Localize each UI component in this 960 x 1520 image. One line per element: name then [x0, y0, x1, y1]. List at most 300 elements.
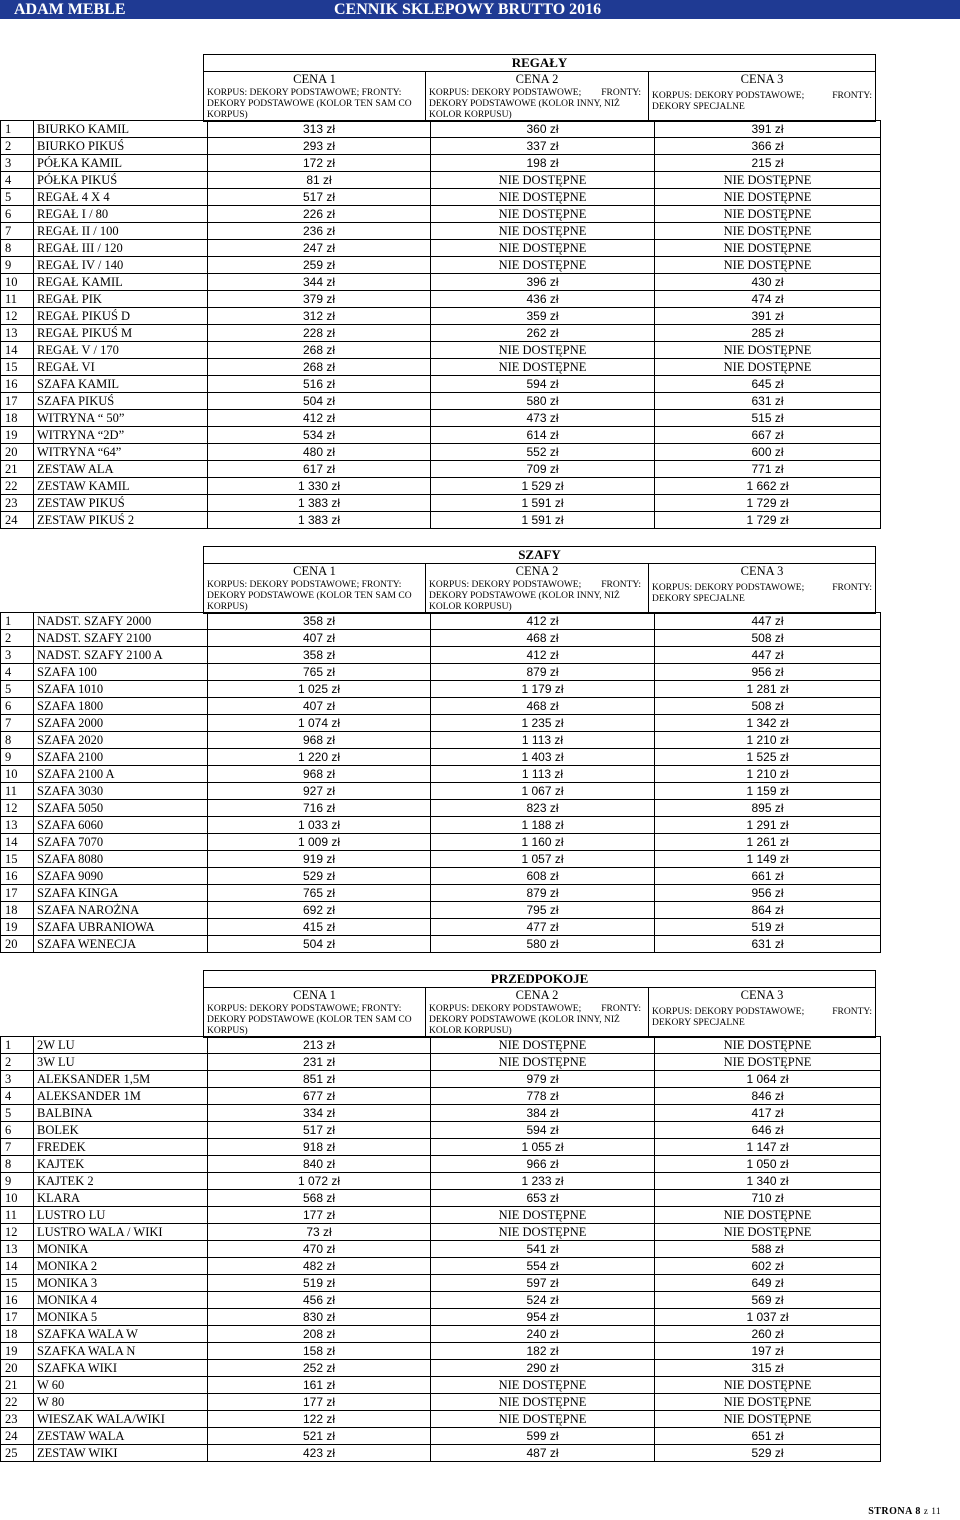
item-number: 11 [1, 291, 34, 308]
price-1: 252 zł [208, 1360, 431, 1377]
price-column-1-label: CENA 1 [204, 72, 426, 88]
price-2: 954 zł [431, 1309, 655, 1326]
price-table [0, 120, 881, 529]
price-1: 482 zł [208, 1258, 431, 1275]
item-number: 17 [1, 885, 34, 902]
price-1: 358 zł [208, 647, 431, 664]
price-2: 477 zł [431, 919, 655, 936]
price-3: 508 zł [655, 698, 881, 715]
item-name: REGAŁ II / 100 [34, 223, 208, 240]
price-1: 358 zł [208, 613, 431, 630]
table-row [1, 766, 881, 783]
item-name: SZAFA 3030 [34, 783, 208, 800]
section-header [203, 54, 876, 122]
item-name: SZAFA UBRANIOWA [34, 919, 208, 936]
item-name: SZAFKA WALA W [34, 1326, 208, 1343]
item-number: 3 [1, 647, 34, 664]
item-number: 17 [1, 393, 34, 410]
price-1: 313 zł [208, 121, 431, 138]
price-1: 158 zł [208, 1343, 431, 1360]
table-row [1, 223, 881, 240]
price-column-3-description: KORPUS: DEKORY PODSTAWOWE; FRONTY: DEKORY SPECJALNE [649, 579, 876, 614]
price-2: 198 zł [431, 155, 655, 172]
price-column-2-description: KORPUS: DEKORY PODSTAWOWE; FRONTY: DEKORY PODSTAWOWE (KOLOR INNY, NIŻ KOLOR KORPUSU) [426, 579, 649, 614]
section-header [203, 546, 876, 614]
price-1: 968 zł [208, 732, 431, 749]
price-1: 379 zł [208, 291, 431, 308]
table-row [1, 1258, 881, 1275]
item-number: 7 [1, 715, 34, 732]
table-row [1, 613, 881, 630]
price-column-2-label: CENA 2 [426, 988, 649, 1004]
item-name: SZAFA KAMIL [34, 376, 208, 393]
table-row [1, 1088, 881, 1105]
table-row [1, 376, 881, 393]
price-2: NIE DOSTĘPNE [431, 359, 655, 376]
table-row [1, 681, 881, 698]
price-column-1-description: KORPUS: DEKORY PODSTAWOWE; FRONTY: DEKORY PODSTAWOWE (KOLOR TEN SAM CO KORPUS) [204, 87, 426, 122]
item-name: MONIKA 5 [34, 1309, 208, 1326]
price-3: 1 662 zł [655, 478, 881, 495]
item-number: 10 [1, 1190, 34, 1207]
price-3: 771 zł [655, 461, 881, 478]
item-name: SZAFA 5050 [34, 800, 208, 817]
item-number: 12 [1, 1224, 34, 1241]
table-row [1, 1360, 881, 1377]
price-3: 1 525 zł [655, 749, 881, 766]
price-3: 1 159 zł [655, 783, 881, 800]
price-2: 778 zł [431, 1088, 655, 1105]
item-number: 16 [1, 1292, 34, 1309]
price-3: 651 zł [655, 1428, 881, 1445]
table-row [1, 1105, 881, 1122]
price-2: NIE DOSTĘPNE [431, 172, 655, 189]
item-name: WITRYNA “2D” [34, 427, 208, 444]
price-3: NIE DOSTĘPNE [655, 1411, 881, 1428]
price-1: 851 zł [208, 1071, 431, 1088]
item-name: REGAŁ V / 170 [34, 342, 208, 359]
item-number: 19 [1, 1343, 34, 1360]
item-name: PÓŁKA KAMIL [34, 155, 208, 172]
price-1: 344 zł [208, 274, 431, 291]
price-3: 260 zł [655, 1326, 881, 1343]
table-row [1, 868, 881, 885]
item-name: REGAŁ PIKUŚ M [34, 325, 208, 342]
price-1: 919 zł [208, 851, 431, 868]
item-name: SZAFKA WALA N [34, 1343, 208, 1360]
table-row [1, 495, 881, 512]
item-number: 19 [1, 427, 34, 444]
price-1: 456 zł [208, 1292, 431, 1309]
price-1: 312 zł [208, 308, 431, 325]
item-name: REGAŁ PIKUŚ D [34, 308, 208, 325]
item-name: MONIKA 4 [34, 1292, 208, 1309]
price-3: 417 zł [655, 1105, 881, 1122]
price-3: 1 037 zł [655, 1309, 881, 1326]
price-3: NIE DOSTĘPNE [655, 206, 881, 223]
item-name: ZESTAW KAMIL [34, 478, 208, 495]
table-row [1, 478, 881, 495]
item-number: 13 [1, 325, 34, 342]
price-1: 213 zł [208, 1037, 431, 1054]
price-2: 182 zł [431, 1343, 655, 1360]
table-row [1, 936, 881, 953]
item-number: 9 [1, 1173, 34, 1190]
price-table [0, 612, 881, 953]
price-2: NIE DOSTĘPNE [431, 206, 655, 223]
price-2: NIE DOSTĘPNE [431, 1394, 655, 1411]
item-name: FREDEK [34, 1139, 208, 1156]
price-2: 795 zł [431, 902, 655, 919]
price-2: 360 zł [431, 121, 655, 138]
price-1: 247 zł [208, 240, 431, 257]
price-3: 569 zł [655, 1292, 881, 1309]
price-3: NIE DOSTĘPNE [655, 172, 881, 189]
price-2: NIE DOSTĘPNE [431, 1224, 655, 1241]
table-row [1, 1241, 881, 1258]
item-name: NADST. SZAFY 2100 [34, 630, 208, 647]
price-3: 215 zł [655, 155, 881, 172]
item-name: MONIKA 3 [34, 1275, 208, 1292]
item-number: 20 [1, 936, 34, 953]
price-3: 956 zł [655, 885, 881, 902]
item-name: WIESZAK WALA/WIKI [34, 1411, 208, 1428]
price-3: 956 zł [655, 664, 881, 681]
price-1: 1 330 zł [208, 478, 431, 495]
price-3: 1 340 zł [655, 1173, 881, 1190]
item-name: BIURKO KAMIL [34, 121, 208, 138]
item-number: 23 [1, 1411, 34, 1428]
price-2: NIE DOSTĘPNE [431, 189, 655, 206]
table-row [1, 1394, 881, 1411]
item-number: 4 [1, 664, 34, 681]
price-1: 617 zł [208, 461, 431, 478]
table-row [1, 1309, 881, 1326]
price-2: 468 zł [431, 698, 655, 715]
price-1: 765 zł [208, 885, 431, 902]
price-3: 895 zł [655, 800, 881, 817]
item-number: 16 [1, 868, 34, 885]
price-3: 645 zł [655, 376, 881, 393]
price-1: 236 zł [208, 223, 431, 240]
item-number: 6 [1, 698, 34, 715]
price-2: NIE DOSTĘPNE [431, 1207, 655, 1224]
item-name: ZESTAW WIKI [34, 1445, 208, 1462]
table-row [1, 1122, 881, 1139]
price-2: 554 zł [431, 1258, 655, 1275]
table-row [1, 715, 881, 732]
price-1: 765 zł [208, 664, 431, 681]
item-name: SZAFA 1010 [34, 681, 208, 698]
price-1: 226 zł [208, 206, 431, 223]
brand-name: ADAM MEBLE [14, 1, 126, 18]
item-number: 21 [1, 1377, 34, 1394]
item-name: REGAŁ 4 X 4 [34, 189, 208, 206]
item-name: SZAFA 2020 [34, 732, 208, 749]
item-number: 5 [1, 681, 34, 698]
price-3: NIE DOSTĘPNE [655, 223, 881, 240]
item-number: 5 [1, 1105, 34, 1122]
table-row [1, 1224, 881, 1241]
price-2: 412 zł [431, 647, 655, 664]
item-name: LUSTRO WALA / WIKI [34, 1224, 208, 1241]
item-name: BIURKO PIKUŚ [34, 138, 208, 155]
price-3: 649 zł [655, 1275, 881, 1292]
price-column-2-description: KORPUS: DEKORY PODSTAWOWE; FRONTY: DEKORY PODSTAWOWE (KOLOR INNY, NIŻ KOLOR KORPUSU) [426, 87, 649, 122]
price-3: 1 147 zł [655, 1139, 881, 1156]
price-column-2-label: CENA 2 [426, 564, 649, 580]
price-1: 407 zł [208, 698, 431, 715]
item-name: LUSTRO LU [34, 1207, 208, 1224]
item-name: REGAŁ PIK [34, 291, 208, 308]
item-number: 2 [1, 630, 34, 647]
item-name: BALBINA [34, 1105, 208, 1122]
price-1: 293 zł [208, 138, 431, 155]
item-number: 15 [1, 851, 34, 868]
item-number: 20 [1, 444, 34, 461]
item-number: 13 [1, 817, 34, 834]
price-2: NIE DOSTĘPNE [431, 1054, 655, 1071]
item-number: 18 [1, 902, 34, 919]
price-3: 1 050 zł [655, 1156, 881, 1173]
item-name: KLARA [34, 1190, 208, 1207]
price-2: 1 113 zł [431, 732, 655, 749]
price-3: 631 zł [655, 936, 881, 953]
price-column-2-label: CENA 2 [426, 72, 649, 88]
price-column-2-description: KORPUS: DEKORY PODSTAWOWE; FRONTY: DEKORY PODSTAWOWE (KOLOR INNY, NIŻ KOLOR KORPUSU) [426, 1003, 649, 1038]
item-number: 13 [1, 1241, 34, 1258]
table-row [1, 325, 881, 342]
item-name: WITRYNA “64” [34, 444, 208, 461]
price-1: 517 zł [208, 1122, 431, 1139]
price-2: 1 067 zł [431, 783, 655, 800]
item-number: 2 [1, 1054, 34, 1071]
price-2: NIE DOSTĘPNE [431, 1037, 655, 1054]
price-2: 1 113 zł [431, 766, 655, 783]
item-number: 2 [1, 138, 34, 155]
item-number: 15 [1, 1275, 34, 1292]
price-3: 1 281 zł [655, 681, 881, 698]
price-2: 337 zł [431, 138, 655, 155]
page-number: STRONA 8 z 11 [868, 1506, 941, 1517]
table-row [1, 342, 881, 359]
price-1: 73 zł [208, 1224, 431, 1241]
table-row [1, 172, 881, 189]
table-row [1, 1292, 881, 1309]
price-2: NIE DOSTĘPNE [431, 1377, 655, 1394]
table-row [1, 189, 881, 206]
price-2: 966 zł [431, 1156, 655, 1173]
price-2: 396 zł [431, 274, 655, 291]
price-3: 508 zł [655, 630, 881, 647]
price-2: 473 zł [431, 410, 655, 427]
table-row [1, 919, 881, 936]
item-name: REGAŁ III / 120 [34, 240, 208, 257]
price-1: 677 zł [208, 1088, 431, 1105]
item-name: NADST. SZAFY 2000 [34, 613, 208, 630]
price-1: 1 033 zł [208, 817, 431, 834]
item-number: 3 [1, 155, 34, 172]
price-2: 823 zł [431, 800, 655, 817]
price-column-1-label: CENA 1 [204, 988, 426, 1004]
price-1: 830 zł [208, 1309, 431, 1326]
price-2: NIE DOSTĘPNE [431, 240, 655, 257]
item-name: REGAŁ I / 80 [34, 206, 208, 223]
price-2: 580 zł [431, 936, 655, 953]
price-column-3-description: KORPUS: DEKORY PODSTAWOWE; FRONTY: DEKORY SPECJALNE [649, 87, 876, 122]
price-1: 1 383 zł [208, 512, 431, 529]
item-name: SZAFA 2000 [34, 715, 208, 732]
price-3: NIE DOSTĘPNE [655, 189, 881, 206]
item-name: SZAFA KINGA [34, 885, 208, 902]
price-3: 600 zł [655, 444, 881, 461]
item-number: 11 [1, 783, 34, 800]
table-row [1, 902, 881, 919]
table-row [1, 732, 881, 749]
price-1: 1 072 zł [208, 1173, 431, 1190]
price-1: 927 zł [208, 783, 431, 800]
item-name: SZAFA WENECJA [34, 936, 208, 953]
price-1: 334 zł [208, 1105, 431, 1122]
price-3: 519 zł [655, 919, 881, 936]
item-name: KAJTEK 2 [34, 1173, 208, 1190]
price-table [0, 1036, 881, 1462]
price-column-1-description: KORPUS: DEKORY PODSTAWOWE; FRONTY: DEKORY PODSTAWOWE (KOLOR TEN SAM CO KORPUS) [204, 579, 426, 614]
table-row [1, 1411, 881, 1428]
price-1: 1 074 zł [208, 715, 431, 732]
item-name: WITRYNA “ 50” [34, 410, 208, 427]
table-row [1, 698, 881, 715]
price-1: 81 zł [208, 172, 431, 189]
table-row [1, 851, 881, 868]
header-bar [0, 0, 960, 19]
table-row [1, 800, 881, 817]
price-2: 879 zł [431, 885, 655, 902]
item-name: SZAFA 8080 [34, 851, 208, 868]
price-3: 631 zł [655, 393, 881, 410]
table-row [1, 1428, 881, 1445]
table-row [1, 427, 881, 444]
item-name: SZAFKA WIKI [34, 1360, 208, 1377]
price-3: 667 zł [655, 427, 881, 444]
price-1: 423 zł [208, 1445, 431, 1462]
item-number: 8 [1, 240, 34, 257]
price-1: 268 zł [208, 342, 431, 359]
price-2: 1 233 zł [431, 1173, 655, 1190]
item-number: 15 [1, 359, 34, 376]
price-1: 519 zł [208, 1275, 431, 1292]
price-1: 470 zł [208, 1241, 431, 1258]
price-1: 268 zł [208, 359, 431, 376]
item-number: 1 [1, 613, 34, 630]
price-3: 588 zł [655, 1241, 881, 1258]
price-1: 517 zł [208, 189, 431, 206]
price-3: 474 zł [655, 291, 881, 308]
price-2: 552 zł [431, 444, 655, 461]
price-3: NIE DOSTĘPNE [655, 359, 881, 376]
price-3: 1 261 zł [655, 834, 881, 851]
item-name: 2W LU [34, 1037, 208, 1054]
price-1: 968 zł [208, 766, 431, 783]
item-number: 22 [1, 1394, 34, 1411]
price-1: 716 zł [208, 800, 431, 817]
price-1: 521 zł [208, 1428, 431, 1445]
table-row [1, 1037, 881, 1054]
price-1: 1 383 zł [208, 495, 431, 512]
price-2: 614 zł [431, 427, 655, 444]
price-3: 315 zł [655, 1360, 881, 1377]
price-3: 602 zł [655, 1258, 881, 1275]
price-2: 1 529 zł [431, 478, 655, 495]
price-3: 430 zł [655, 274, 881, 291]
item-name: SZAFA 6060 [34, 817, 208, 834]
table-row [1, 1343, 881, 1360]
item-number: 8 [1, 1156, 34, 1173]
price-3: 846 zł [655, 1088, 881, 1105]
item-name: MONIKA [34, 1241, 208, 1258]
item-number: 23 [1, 495, 34, 512]
price-3: 661 zł [655, 868, 881, 885]
price-1: 259 zł [208, 257, 431, 274]
table-row [1, 444, 881, 461]
price-3: 710 zł [655, 1190, 881, 1207]
item-name: 3W LU [34, 1054, 208, 1071]
table-row [1, 1190, 881, 1207]
item-number: 12 [1, 308, 34, 325]
price-3: 1 064 zł [655, 1071, 881, 1088]
price-1: 1 009 zł [208, 834, 431, 851]
price-2: 1 057 zł [431, 851, 655, 868]
price-3: 1 210 zł [655, 732, 881, 749]
price-1: 529 zł [208, 868, 431, 885]
table-row [1, 240, 881, 257]
price-column-3-label: CENA 3 [649, 988, 876, 1004]
price-3: NIE DOSTĘPNE [655, 1054, 881, 1071]
price-2: NIE DOSTĘPNE [431, 1411, 655, 1428]
item-number: 16 [1, 376, 34, 393]
table-row [1, 1377, 881, 1394]
price-3: 1 729 zł [655, 495, 881, 512]
table-row [1, 885, 881, 902]
table-row [1, 138, 881, 155]
price-3: NIE DOSTĘPNE [655, 1224, 881, 1241]
item-name: NADST. SZAFY 2100 A [34, 647, 208, 664]
table-row [1, 1326, 881, 1343]
price-1: 840 zł [208, 1156, 431, 1173]
table-row [1, 257, 881, 274]
item-number: 14 [1, 1258, 34, 1275]
item-name: PÓŁKA PIKUŚ [34, 172, 208, 189]
item-number: 9 [1, 749, 34, 766]
price-2: 541 zł [431, 1241, 655, 1258]
price-3: 285 zł [655, 325, 881, 342]
price-1: 534 zł [208, 427, 431, 444]
item-number: 10 [1, 274, 34, 291]
price-1: 504 zł [208, 936, 431, 953]
price-2: NIE DOSTĘPNE [431, 223, 655, 240]
item-number: 6 [1, 206, 34, 223]
table-row [1, 1445, 881, 1462]
section-title: SZAFY [204, 547, 876, 564]
price-3: 1 149 zł [655, 851, 881, 868]
price-3: 366 zł [655, 138, 881, 155]
price-3: 1 342 zł [655, 715, 881, 732]
table-row [1, 291, 881, 308]
table-row [1, 664, 881, 681]
table-row [1, 512, 881, 529]
price-3: 447 zł [655, 613, 881, 630]
price-2: NIE DOSTĘPNE [431, 257, 655, 274]
